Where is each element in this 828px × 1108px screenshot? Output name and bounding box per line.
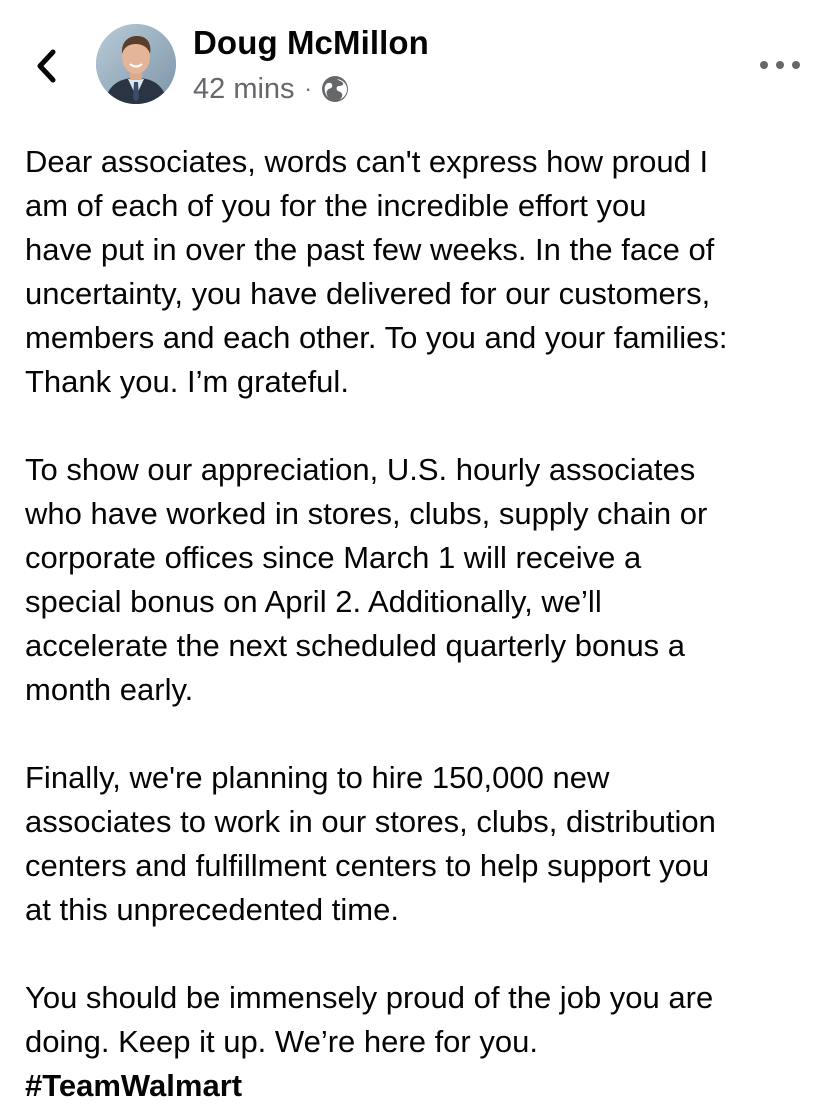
author-name[interactable]: Doug McMillon [193, 24, 429, 61]
post-paragraph: Dear associates, words can't express how proud I am of each of you for the incredible effort you have put in over the past few weeks. In the face of uncertainty, you have delivered for our customers, members and each other. To you and your families: Thank you. I’m grateful. [25, 144, 728, 399]
post-paragraph: You should be immensely proud of the job you are doing. Keep it up. We’re here for you. [25, 980, 714, 1059]
profile-photo [96, 24, 176, 104]
post-header [0, 0, 828, 120]
hashtag-link[interactable]: #TeamWalmart [25, 1068, 243, 1103]
post-timestamp[interactable]: 42 mins [193, 72, 295, 105]
more-options-icon-dot [776, 61, 784, 69]
more-options-icon-dot [792, 61, 800, 69]
post-text [25, 140, 815, 1108]
post-paragraph: To show our appreciation, U.S. hourly associates who have worked in stores, clubs, supply chain or corporate offices since March 1 will receive a special bonus on April 2. Additionally, we’ll accelerate the next scheduled quarterly bonus a month early. [25, 452, 708, 707]
chevron-left-icon [34, 48, 58, 84]
globe-icon[interactable] [320, 74, 350, 104]
post-meta [193, 70, 350, 108]
avatar[interactable] [96, 24, 176, 104]
back-button[interactable] [28, 44, 64, 88]
meta-separator: · [304, 76, 312, 101]
more-options-button[interactable] [760, 48, 800, 82]
more-options-icon [760, 61, 768, 69]
post-paragraph: Finally, we're planning to hire 150,000 new associates to work in our stores, clubs, distribution centers and fulfillment centers to help support you at this unprecedented time. [25, 760, 716, 927]
